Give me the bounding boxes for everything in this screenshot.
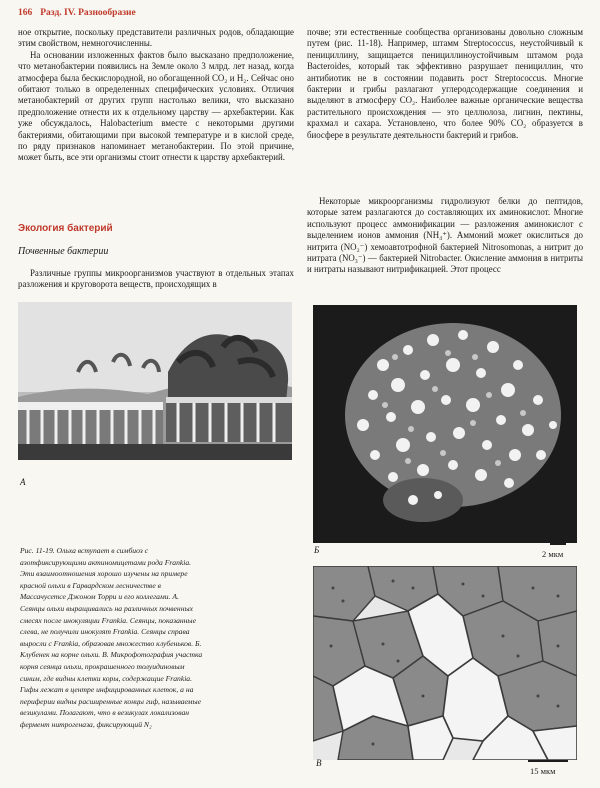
photo-a-seedlings: [18, 302, 292, 460]
label-b: Б: [314, 545, 320, 555]
running-header: [18, 8, 136, 18]
page-number: 166: [18, 8, 33, 18]
subheading: Почвенные бактерии: [18, 246, 109, 257]
scale-bar-b: [550, 543, 566, 545]
right-paragraph-1: почве; эти естественные сообщества организованы довольно сложным путем (рис. 11-18). Например, штамм Streptococcus, неустойчивый к пенициллину, защищается пенициллиноустойчивым штамом рода Bacteroides, который так эффективно разрушает пенициллин, что антибиотик не в состоянии подавить рост Streptococcus. Многие бактерии и грибы разлагают углеродсодержащие соединения и выделяют в атмосферу CO₂. Наиболее важные органические вещества растительного происхождения — это целлюлоза, лигнин, пектины, крахмал и сахара. Установлено, что более 90% CO₂ образуется в биосфере в результате деятельности бактерий и грибов.: [307, 27, 583, 140]
left-intro-text: Различные группы микроорганизмов участвуют в отдельных этапах разложения и круговорота веществ, происходящих в: [18, 268, 294, 290]
figure-caption: Рис. 11-19. Ольха вступает в симбиоз с азотфиксирующими актиномицетами рода Frankia. Эти взаимоотношения хорошо изучены на примере красной ольхи в Гарвардском лесничестве в Массачусетсе Джоном Торри и его коллегами. А. Сеянцы ольхи выращивались на различных почвенных смесях после инокуляции Frankia. Сеянцы, показанные слева, не получили инокулят Frankia. Сеянцы справа выросли с Frankia, образовав множество клубеньков. Б. Клубенек на корне ольхи. В. Микрофотография участка корня сеянца ольхи, прокрашенного толуидиновым синим, где видны клетки коры, содержащие Frankia. Гифы лежат в центре инфицированных клеток, а на периферии видны расширенные концы гиф, называемые везикулами. Полагают, что в везикулах локализован фермент нитрогеназа, фиксирующий N₂: [20, 546, 203, 729]
right-column-2: [307, 196, 583, 276]
left-paragraph-2: На основании изложенных фактов было высказано предположение, что метанобактерии появились на Земле около 3 млрд. лет назад, когда атмосфера была бескислородной, но обогащенной CO₂ и H₂. Сейчас оно обитают только в определенных специфических условиях. Отличия метанобактерий от других групп настолько велики, что высказано предположение отнести их к отдельному царству — архебактерии. Как уже обсуждалось, Halobacterium вместе с некоторыми другими бактериями, обитающими при высокой температуре и в кислой среде, по ряду признаков напоминает метанобактерии. По этой причине, может быть, все эти организмы стоит отнести к царству архебактерий.: [18, 49, 294, 163]
photo-c-micrograph: [313, 566, 577, 760]
section-heading: Экология бактерий: [18, 223, 113, 234]
label-c: В: [316, 758, 322, 768]
scale-label-b: 2 мкм: [542, 549, 564, 559]
left-paragraph-1: ное открытие, поскольку представители различных родов, обладающие этим свойством, немногочисленны.: [18, 27, 294, 49]
left-intro: [18, 268, 294, 291]
right-paragraph-2: Некоторые микроорганизмы гидролизуют белки до пептидов, которые затем разлагаются до составляющих их аминокислот. Многие используют процесс аммонификации — разложения аминокислот с выделением ионов аммония (NH₄⁺). Аммоний может окислиться до нитрита (NO₂⁻) хемоавтотрофной бактерией Nitrosomonas, а нитрит до нитрата (NO₃⁻) — бактерией Nitrobacter. Окисление аммония в нитриты и нитраты называют нитрификацией. Этот процесс: [307, 196, 583, 275]
scale-label-c: 15 мкм: [530, 766, 556, 776]
photo-b-nodule: [313, 305, 577, 543]
scale-bar-c: [528, 760, 568, 762]
right-column: [307, 27, 583, 141]
section-title: Разд. IV. Разнообразие: [40, 8, 136, 18]
left-column: [18, 27, 294, 164]
label-a: А: [20, 477, 26, 487]
